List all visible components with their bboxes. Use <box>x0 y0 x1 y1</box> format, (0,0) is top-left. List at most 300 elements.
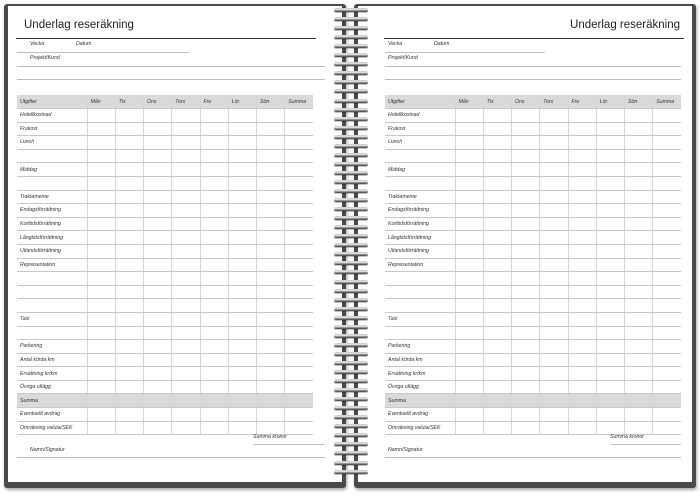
table-cell[interactable] <box>596 394 624 408</box>
table-cell[interactable] <box>87 285 115 299</box>
table-cell[interactable] <box>483 136 511 150</box>
table-cell[interactable] <box>568 163 596 177</box>
table-cell[interactable] <box>144 299 172 313</box>
table-cell[interactable] <box>172 163 200 177</box>
table-cell[interactable] <box>540 353 568 367</box>
table-cell[interactable] <box>144 204 172 218</box>
table-cell[interactable] <box>512 190 540 204</box>
table-cell[interactable] <box>483 272 511 286</box>
table-cell[interactable] <box>568 340 596 354</box>
table-cell[interactable] <box>568 190 596 204</box>
table-cell[interactable] <box>483 122 511 136</box>
table-cell[interactable] <box>285 190 313 204</box>
table-cell[interactable] <box>200 122 228 136</box>
table-cell[interactable] <box>596 217 624 231</box>
table-cell[interactable] <box>200 176 228 190</box>
table-cell[interactable] <box>172 285 200 299</box>
table-cell[interactable] <box>228 163 256 177</box>
table-cell[interactable] <box>87 421 115 435</box>
table-cell[interactable] <box>512 244 540 258</box>
table-cell[interactable] <box>653 353 681 367</box>
table-cell[interactable] <box>172 408 200 422</box>
table-cell[interactable] <box>455 285 483 299</box>
table-cell[interactable] <box>144 340 172 354</box>
table-cell[interactable] <box>172 190 200 204</box>
table-cell[interactable] <box>172 394 200 408</box>
table-cell[interactable] <box>625 394 653 408</box>
table-cell[interactable] <box>115 244 143 258</box>
table-cell[interactable] <box>285 176 313 190</box>
table-cell[interactable] <box>455 122 483 136</box>
table-cell[interactable] <box>596 367 624 381</box>
table-cell[interactable] <box>144 231 172 245</box>
table-cell[interactable] <box>455 340 483 354</box>
table-cell[interactable] <box>200 190 228 204</box>
table-cell[interactable] <box>144 380 172 394</box>
table-cell[interactable] <box>596 312 624 326</box>
table-cell[interactable] <box>228 122 256 136</box>
table-cell[interactable] <box>257 109 285 123</box>
table-cell[interactable] <box>512 299 540 313</box>
table-cell[interactable] <box>540 299 568 313</box>
table-cell[interactable] <box>540 408 568 422</box>
table-cell[interactable] <box>483 326 511 340</box>
table-cell[interactable] <box>144 136 172 150</box>
table-cell[interactable] <box>144 312 172 326</box>
table-cell[interactable] <box>625 190 653 204</box>
table-cell[interactable] <box>455 244 483 258</box>
table-cell[interactable] <box>540 258 568 272</box>
table-cell[interactable] <box>200 285 228 299</box>
table-cell[interactable] <box>512 163 540 177</box>
table-cell[interactable] <box>596 272 624 286</box>
table-cell[interactable] <box>285 285 313 299</box>
table-cell[interactable] <box>512 217 540 231</box>
table-cell[interactable] <box>200 408 228 422</box>
table-cell[interactable] <box>596 326 624 340</box>
table-cell[interactable] <box>540 272 568 286</box>
table-cell[interactable] <box>257 272 285 286</box>
table-cell[interactable] <box>144 217 172 231</box>
table-cell[interactable] <box>285 394 313 408</box>
table-cell[interactable] <box>540 285 568 299</box>
table-cell[interactable] <box>172 258 200 272</box>
table-cell[interactable] <box>144 109 172 123</box>
table-cell[interactable] <box>87 109 115 123</box>
table-cell[interactable] <box>144 163 172 177</box>
table-cell[interactable] <box>87 408 115 422</box>
table-cell[interactable] <box>200 299 228 313</box>
table-cell[interactable] <box>285 380 313 394</box>
table-cell[interactable] <box>653 299 681 313</box>
table-cell[interactable] <box>115 380 143 394</box>
table-cell[interactable] <box>115 231 143 245</box>
table-cell[interactable] <box>172 244 200 258</box>
table-cell[interactable] <box>144 408 172 422</box>
table-cell[interactable] <box>568 367 596 381</box>
table-cell[interactable] <box>228 176 256 190</box>
table-cell[interactable] <box>568 258 596 272</box>
table-cell[interactable] <box>285 109 313 123</box>
table-cell[interactable] <box>568 149 596 163</box>
table-cell[interactable] <box>596 136 624 150</box>
table-cell[interactable] <box>568 421 596 435</box>
table-cell[interactable] <box>596 109 624 123</box>
table-cell[interactable] <box>200 340 228 354</box>
table-cell[interactable] <box>87 272 115 286</box>
table-cell[interactable] <box>596 340 624 354</box>
table-cell[interactable] <box>625 353 653 367</box>
table-cell[interactable] <box>172 299 200 313</box>
table-cell[interactable] <box>200 136 228 150</box>
table-cell[interactable] <box>455 204 483 218</box>
table-cell[interactable] <box>228 204 256 218</box>
table-cell[interactable] <box>568 231 596 245</box>
table-cell[interactable] <box>115 408 143 422</box>
table-cell[interactable] <box>568 272 596 286</box>
signature-line[interactable] <box>17 457 325 458</box>
table-cell[interactable] <box>653 380 681 394</box>
table-cell[interactable] <box>483 109 511 123</box>
table-cell[interactable] <box>653 340 681 354</box>
table-cell[interactable] <box>625 408 653 422</box>
table-cell[interactable] <box>483 231 511 245</box>
table-cell[interactable] <box>540 217 568 231</box>
table-cell[interactable] <box>144 176 172 190</box>
table-cell[interactable] <box>568 217 596 231</box>
table-cell[interactable] <box>87 122 115 136</box>
table-cell[interactable] <box>483 217 511 231</box>
table-cell[interactable] <box>568 380 596 394</box>
table-cell[interactable] <box>144 367 172 381</box>
table-cell[interactable] <box>540 326 568 340</box>
table-cell[interactable] <box>568 353 596 367</box>
table-cell[interactable] <box>200 217 228 231</box>
table-cell[interactable] <box>257 421 285 435</box>
table-cell[interactable] <box>115 163 143 177</box>
table-cell[interactable] <box>228 326 256 340</box>
table-cell[interactable] <box>653 258 681 272</box>
table-cell[interactable] <box>568 326 596 340</box>
table-cell[interactable] <box>568 394 596 408</box>
table-cell[interactable] <box>540 231 568 245</box>
week-date-line[interactable] <box>17 52 189 53</box>
table-cell[interactable] <box>596 163 624 177</box>
table-cell[interactable] <box>257 299 285 313</box>
table-cell[interactable] <box>257 231 285 245</box>
table-cell[interactable] <box>512 408 540 422</box>
table-cell[interactable] <box>200 380 228 394</box>
table-cell[interactable] <box>228 408 256 422</box>
table-cell[interactable] <box>228 244 256 258</box>
table-cell[interactable] <box>257 408 285 422</box>
table-cell[interactable] <box>455 109 483 123</box>
table-cell[interactable] <box>540 122 568 136</box>
table-cell[interactable] <box>144 149 172 163</box>
table-cell[interactable] <box>625 421 653 435</box>
table-cell[interactable] <box>625 204 653 218</box>
table-cell[interactable] <box>285 149 313 163</box>
table-cell[interactable] <box>257 136 285 150</box>
table-cell[interactable] <box>228 149 256 163</box>
table-cell[interactable] <box>568 204 596 218</box>
table-cell[interactable] <box>483 149 511 163</box>
table-cell[interactable] <box>257 394 285 408</box>
table-cell[interactable] <box>172 312 200 326</box>
table-cell[interactable] <box>257 285 285 299</box>
table-cell[interactable] <box>455 326 483 340</box>
table-cell[interactable] <box>87 380 115 394</box>
table-cell[interactable] <box>285 272 313 286</box>
table-cell[interactable] <box>285 163 313 177</box>
table-cell[interactable] <box>87 312 115 326</box>
table-cell[interactable] <box>512 204 540 218</box>
table-cell[interactable] <box>87 258 115 272</box>
table-cell[interactable] <box>455 217 483 231</box>
table-cell[interactable] <box>200 421 228 435</box>
table-cell[interactable] <box>257 326 285 340</box>
table-cell[interactable] <box>483 394 511 408</box>
table-cell[interactable] <box>200 258 228 272</box>
table-cell[interactable] <box>87 326 115 340</box>
table-cell[interactable] <box>257 217 285 231</box>
table-cell[interactable] <box>115 340 143 354</box>
table-cell[interactable] <box>596 299 624 313</box>
table-cell[interactable] <box>87 231 115 245</box>
table-cell[interactable] <box>625 326 653 340</box>
table-cell[interactable] <box>200 312 228 326</box>
table-cell[interactable] <box>200 163 228 177</box>
table-cell[interactable] <box>144 421 172 435</box>
table-cell[interactable] <box>87 176 115 190</box>
table-cell[interactable] <box>172 217 200 231</box>
table-cell[interactable] <box>172 176 200 190</box>
table-cell[interactable] <box>87 163 115 177</box>
table-cell[interactable] <box>512 421 540 435</box>
table-cell[interactable] <box>144 353 172 367</box>
table-cell[interactable] <box>455 394 483 408</box>
table-cell[interactable] <box>540 380 568 394</box>
table-cell[interactable] <box>115 421 143 435</box>
table-cell[interactable] <box>455 299 483 313</box>
table-cell[interactable] <box>653 190 681 204</box>
table-cell[interactable] <box>285 340 313 354</box>
table-cell[interactable] <box>87 353 115 367</box>
table-cell[interactable] <box>228 340 256 354</box>
table-cell[interactable] <box>115 149 143 163</box>
table-cell[interactable] <box>257 367 285 381</box>
table-cell[interactable] <box>653 394 681 408</box>
table-cell[interactable] <box>625 244 653 258</box>
table-cell[interactable] <box>285 408 313 422</box>
project-line[interactable] <box>17 66 325 67</box>
table-cell[interactable] <box>115 136 143 150</box>
table-cell[interactable] <box>625 149 653 163</box>
table-cell[interactable] <box>144 394 172 408</box>
table-cell[interactable] <box>285 136 313 150</box>
table-cell[interactable] <box>455 149 483 163</box>
table-cell[interactable] <box>285 204 313 218</box>
table-cell[interactable] <box>172 149 200 163</box>
signature-line[interactable] <box>385 457 681 458</box>
table-cell[interactable] <box>483 421 511 435</box>
table-cell[interactable] <box>483 163 511 177</box>
table-cell[interactable] <box>512 340 540 354</box>
table-cell[interactable] <box>87 217 115 231</box>
table-cell[interactable] <box>512 109 540 123</box>
table-cell[interactable] <box>115 394 143 408</box>
table-cell[interactable] <box>540 136 568 150</box>
table-cell[interactable] <box>512 285 540 299</box>
table-cell[interactable] <box>455 163 483 177</box>
table-cell[interactable] <box>257 380 285 394</box>
table-cell[interactable] <box>653 231 681 245</box>
table-cell[interactable] <box>512 367 540 381</box>
table-cell[interactable] <box>172 421 200 435</box>
table-cell[interactable] <box>596 204 624 218</box>
table-cell[interactable] <box>144 285 172 299</box>
table-cell[interactable] <box>115 299 143 313</box>
table-cell[interactable] <box>144 244 172 258</box>
table-cell[interactable] <box>115 122 143 136</box>
table-cell[interactable] <box>653 285 681 299</box>
table-cell[interactable] <box>512 326 540 340</box>
table-cell[interactable] <box>512 149 540 163</box>
table-cell[interactable] <box>653 421 681 435</box>
table-cell[interactable] <box>87 149 115 163</box>
table-cell[interactable] <box>285 299 313 313</box>
table-cell[interactable] <box>257 149 285 163</box>
table-cell[interactable] <box>540 394 568 408</box>
table-cell[interactable] <box>228 258 256 272</box>
table-cell[interactable] <box>540 163 568 177</box>
table-cell[interactable] <box>172 380 200 394</box>
table-cell[interactable] <box>455 408 483 422</box>
table-cell[interactable] <box>228 312 256 326</box>
table-cell[interactable] <box>172 367 200 381</box>
table-cell[interactable] <box>115 285 143 299</box>
table-cell[interactable] <box>455 421 483 435</box>
project-line-2[interactable] <box>17 79 325 80</box>
table-cell[interactable] <box>596 190 624 204</box>
table-cell[interactable] <box>115 204 143 218</box>
table-cell[interactable] <box>625 285 653 299</box>
table-cell[interactable] <box>228 421 256 435</box>
table-cell[interactable] <box>596 122 624 136</box>
table-cell[interactable] <box>172 326 200 340</box>
table-cell[interactable] <box>568 244 596 258</box>
table-cell[interactable] <box>87 299 115 313</box>
table-cell[interactable] <box>653 109 681 123</box>
table-cell[interactable] <box>172 204 200 218</box>
table-cell[interactable] <box>483 204 511 218</box>
table-cell[interactable] <box>200 367 228 381</box>
table-cell[interactable] <box>512 380 540 394</box>
table-cell[interactable] <box>653 217 681 231</box>
table-cell[interactable] <box>455 367 483 381</box>
table-cell[interactable] <box>144 122 172 136</box>
table-cell[interactable] <box>285 353 313 367</box>
table-cell[interactable] <box>115 190 143 204</box>
table-cell[interactable] <box>483 380 511 394</box>
table-cell[interactable] <box>285 231 313 245</box>
table-cell[interactable] <box>540 244 568 258</box>
table-cell[interactable] <box>257 244 285 258</box>
table-cell[interactable] <box>625 217 653 231</box>
table-cell[interactable] <box>257 122 285 136</box>
table-cell[interactable] <box>228 272 256 286</box>
table-cell[interactable] <box>540 312 568 326</box>
table-cell[interactable] <box>115 258 143 272</box>
table-cell[interactable] <box>653 272 681 286</box>
table-cell[interactable] <box>653 408 681 422</box>
table-cell[interactable] <box>483 190 511 204</box>
table-cell[interactable] <box>596 244 624 258</box>
table-cell[interactable] <box>115 353 143 367</box>
table-cell[interactable] <box>625 176 653 190</box>
table-cell[interactable] <box>455 190 483 204</box>
table-cell[interactable] <box>257 163 285 177</box>
table-cell[interactable] <box>653 204 681 218</box>
table-cell[interactable] <box>653 149 681 163</box>
table-cell[interactable] <box>200 353 228 367</box>
table-cell[interactable] <box>483 353 511 367</box>
table-cell[interactable] <box>115 326 143 340</box>
table-cell[interactable] <box>172 340 200 354</box>
table-cell[interactable] <box>483 367 511 381</box>
table-cell[interactable] <box>568 408 596 422</box>
table-cell[interactable] <box>455 176 483 190</box>
table-cell[interactable] <box>172 122 200 136</box>
table-cell[interactable] <box>257 340 285 354</box>
table-cell[interactable] <box>596 285 624 299</box>
table-cell[interactable] <box>228 285 256 299</box>
table-cell[interactable] <box>200 204 228 218</box>
table-cell[interactable] <box>172 231 200 245</box>
table-cell[interactable] <box>625 231 653 245</box>
table-cell[interactable] <box>625 367 653 381</box>
table-cell[interactable] <box>257 204 285 218</box>
table-cell[interactable] <box>512 136 540 150</box>
table-cell[interactable] <box>228 353 256 367</box>
table-cell[interactable] <box>115 367 143 381</box>
table-cell[interactable] <box>87 190 115 204</box>
table-cell[interactable] <box>455 272 483 286</box>
table-cell[interactable] <box>228 231 256 245</box>
table-cell[interactable] <box>115 109 143 123</box>
table-cell[interactable] <box>228 380 256 394</box>
table-cell[interactable] <box>87 136 115 150</box>
project-line-2[interactable] <box>385 79 681 80</box>
table-cell[interactable] <box>257 258 285 272</box>
table-cell[interactable] <box>228 190 256 204</box>
table-cell[interactable] <box>568 176 596 190</box>
table-cell[interactable] <box>144 190 172 204</box>
table-cell[interactable] <box>483 408 511 422</box>
total-line[interactable] <box>611 444 681 445</box>
table-cell[interactable] <box>540 109 568 123</box>
table-cell[interactable] <box>200 394 228 408</box>
table-cell[interactable] <box>625 272 653 286</box>
table-cell[interactable] <box>455 353 483 367</box>
table-cell[interactable] <box>285 244 313 258</box>
table-cell[interactable] <box>596 421 624 435</box>
table-cell[interactable] <box>540 367 568 381</box>
table-cell[interactable] <box>172 136 200 150</box>
table-cell[interactable] <box>200 326 228 340</box>
table-cell[interactable] <box>512 394 540 408</box>
table-cell[interactable] <box>596 353 624 367</box>
